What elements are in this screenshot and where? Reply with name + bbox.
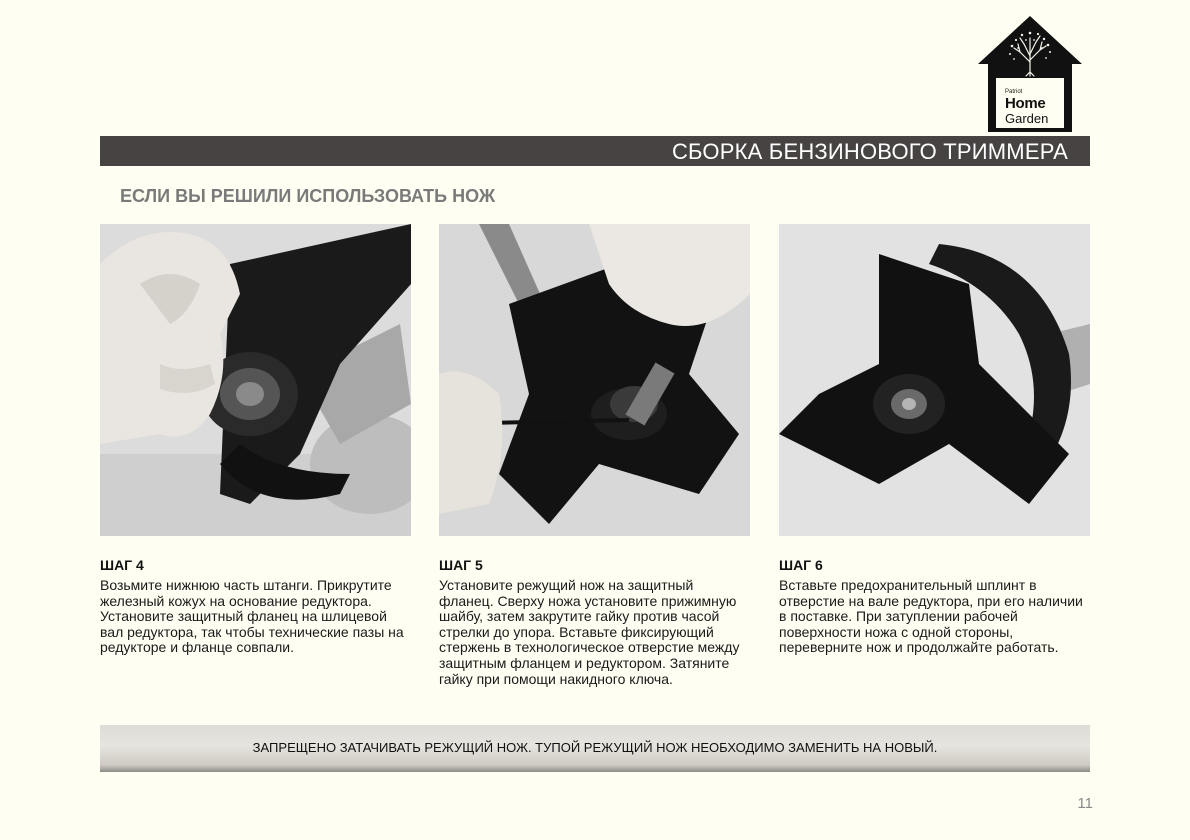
step-5 xyxy=(439,557,751,687)
step-4-heading: ШАГ 4 xyxy=(100,557,144,573)
logo-patriot-text: Patriot xyxy=(1005,89,1023,95)
warning-text: ЗАПРЕЩЕНО ЗАТАЧИВАТЬ РЕЖУЩИЙ НОЖ. ТУПОЙ РЕЖУЩИЙ НОЖ НЕОБХОДИМО ЗАМЕНИТЬ НА НОВЫЙ. xyxy=(252,740,938,755)
title-bar xyxy=(100,136,1090,166)
logo-wordmark xyxy=(1005,89,1048,125)
step-4-text: Возьмите нижнюю часть штанги. Прикрутите железный кожух на основание редуктора. Установите защитный фланец на шлицевой вал редуктора, так чтобы технические пазы на редукторе и фланце совпали. xyxy=(100,577,404,656)
step-6-photo xyxy=(779,224,1090,536)
step-6-text: Вставьте предохранительный шплинт в отверстие на вале редуктора, при его наличии в поставке. При затуплении рабочей поверхности ножа с одной стороны, переверните нож и продолжайте работать. xyxy=(779,577,1083,656)
warning-banner xyxy=(100,725,1090,772)
step-4-photo xyxy=(100,224,411,536)
page-title: СБОРКА БЕНЗИНОВОГО ТРИММЕРА xyxy=(671,139,1068,164)
page-number: 11 xyxy=(1077,795,1093,812)
logo-garden-text: Garden xyxy=(1005,111,1049,126)
step-6-heading: ШАГ 6 xyxy=(779,557,823,573)
step-4 xyxy=(100,557,412,656)
step-5-heading: ШАГ 5 xyxy=(439,557,483,573)
step-6 xyxy=(779,557,1091,656)
brand-logo xyxy=(976,14,1084,134)
step-5-text: Установите режущий нож на защитный фланец. Сверху ножа установите прижимную шайбу, затем закрутите гайку против часой стрелки до упора. Вставьте фиксирующий стержень в технологическое отверстие между защитным фланцем и редуктором. Затяните гайку при помощи накидного ключа. xyxy=(439,577,740,687)
logo-home-text: Home xyxy=(1005,95,1046,112)
section-subtitle: ЕСЛИ ВЫ РЕШИЛИ ИСПОЛЬЗОВАТЬ НОЖ xyxy=(120,186,496,206)
step-5-photo xyxy=(439,224,750,536)
